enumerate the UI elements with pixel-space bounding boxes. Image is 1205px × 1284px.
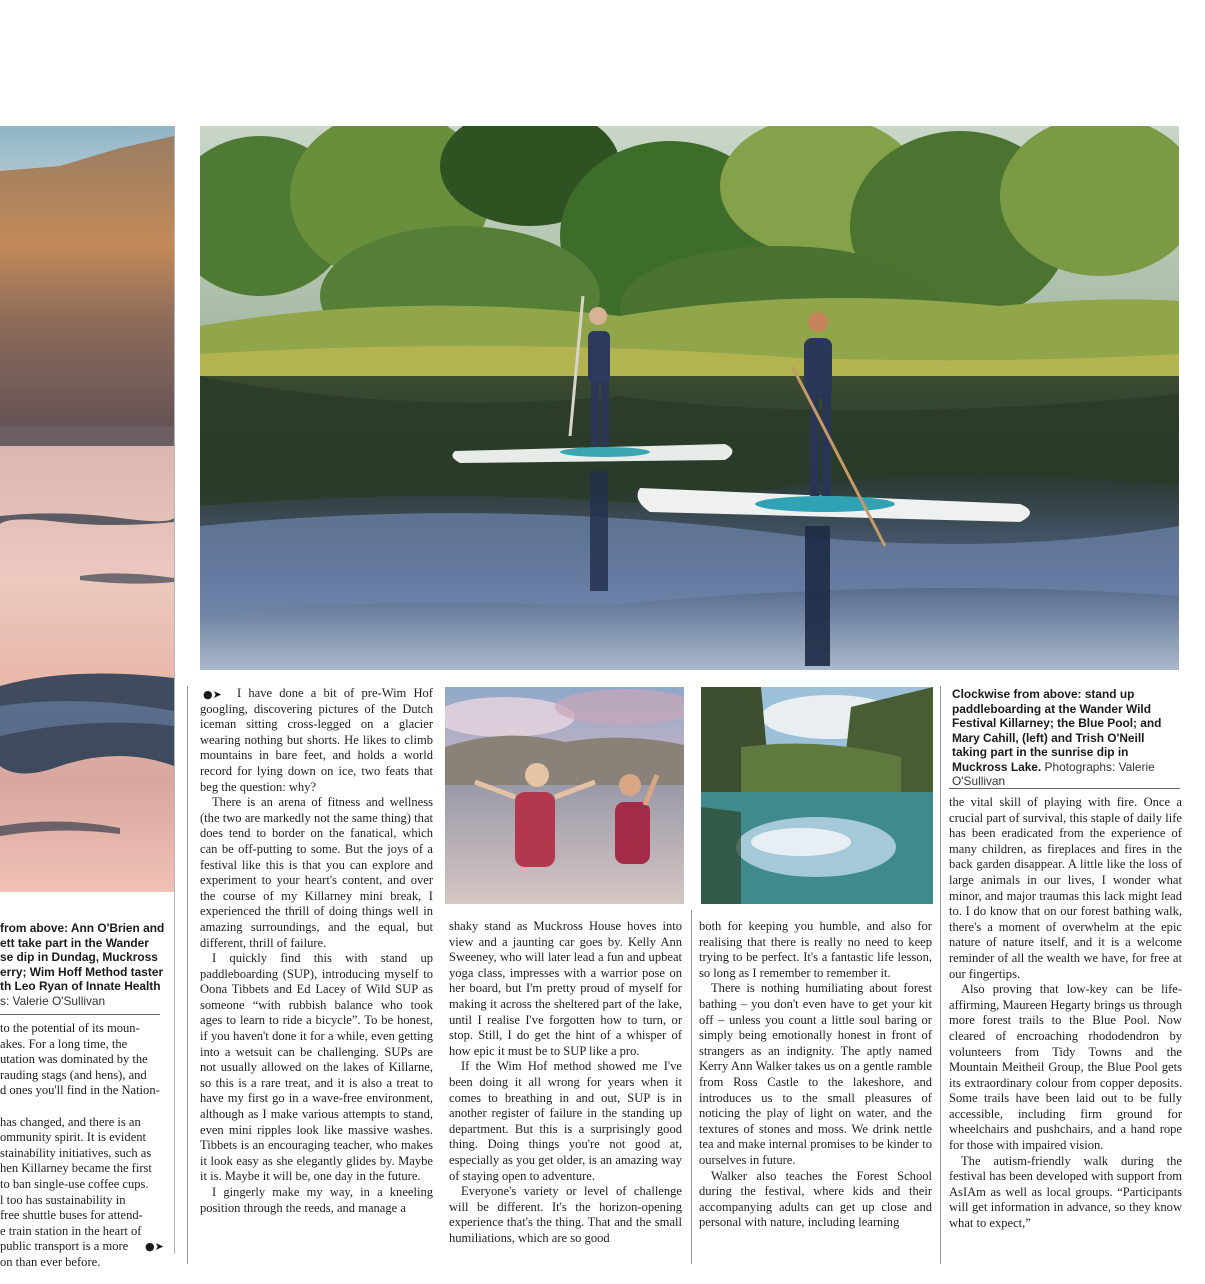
article-column-2 [449, 919, 682, 1246]
caption-rule [949, 788, 1180, 789]
paragraph [200, 686, 433, 795]
text-line: akes. For a long time, the [0, 1036, 128, 1051]
main-photo-caption [952, 687, 1182, 789]
paragraph-text: There is nothing humiliating about forest bathing – you don't even have to get your kit off – unless you count a little soul baring or simply being emotionally honest in front of strangers as an indignity. The aptly named Kerry Ann Walker takes us on a gentle ramble from Ross Castle to the lakeshore, and introduces us to the small pleasures of noticing the play of light on water, and the textures of stones and moss. We drink nettle tea and make internal promises to be kinder to ourselves in future. [699, 981, 932, 1167]
article-column-1 [200, 686, 433, 1216]
text-line: hen Killarney became the first [0, 1161, 152, 1176]
text-line: on than ever before. [0, 1254, 101, 1269]
caption-line: th Leo Ryan of Innate Health [0, 979, 161, 993]
left-column-text [0, 1021, 166, 1271]
text-line: to ban single-use coffee cups. [0, 1176, 149, 1191]
article-column-3 [699, 919, 932, 1231]
paragraph-text: shaky stand as Muckross House hoves into view and a jaunting car goes by. Kelly Ann Sweeney, who will later lead a fun and upbeat yoga class, impresses with a warrior pose on her board, but I'm pretty proud of myself for making it across the sheltered part of the lake, until I realise I've forgotten how to turn, or stop. Still, I do get the hint of a whisper of how epic it must be to SUP like a pro. [449, 919, 682, 1058]
photo-blue-pool [701, 687, 933, 904]
paragraph-text: Walker also teaches the Forest School during the festival, where kids and their accompanying adults can get up close and personal with nature, including learning [699, 1168, 932, 1230]
column-divider [187, 686, 188, 1264]
photo-sunrise-dip [445, 687, 684, 904]
caption-credit: s: Valerie O'Sullivan [0, 993, 106, 1008]
column-divider [940, 686, 941, 1264]
caption-bold: Clockwise from above: stand up paddleboarding at the Wander Wild Festival Killarney; the Blue Pool; and Mary Cahill, (left) and Trish O'Neill taking part in the sunrise dip in Muckross Lake. [952, 687, 1162, 774]
paragraph-text: both for keeping you humble, and also for realising that there is really no need to keep trying to be perfect. It's a fantastic life lesson, so long as I remember to remember it. [699, 919, 932, 980]
text-line: utation was dominated by the [0, 1052, 148, 1067]
text-line: e train station in the heart of [0, 1223, 142, 1238]
paragraph [699, 981, 932, 1168]
column-divider [174, 126, 175, 1254]
paragraph [449, 1059, 682, 1184]
paragraph-text: The autism-friendly walk during the festival has been developed with support from AsIAm as well as local groups. “Participants will get information in advance, so they know what to expect,” [949, 1153, 1182, 1231]
column-divider [691, 910, 692, 1264]
paragraph-text: I have done a bit of pre-Wim Hof googling, discovering pictures of the Dutch iceman sitting cross-legged on a glacier wearing nothing but shorts. He likes to climb mountains in bare feet, and holds a world record for lying down on ice, two feats that beg the question: why? [200, 686, 433, 794]
text-line: rauding stags (and hens), and [0, 1067, 147, 1082]
paragraph-text: the vital skill of playing with fire. Once a crucial part of survival, this staple of daily life has been eradicated from the experience of many children, as fireplaces and fires in the back garden disappear. A little like the loss of large animals in our lives, I wonder what minor, and major traumas this lack might lead to. I do know that on our forest bathing walk, there's a moment of overwhelm at the epic nature of nature itself, and it is a welcome reminder of all the wealth we have, for free at our fingertips. [949, 795, 1182, 981]
paragraph [449, 919, 682, 1059]
paragraph [949, 795, 1182, 982]
article-column-4 [949, 795, 1182, 1232]
text-line: stainability initiatives, such as [0, 1145, 152, 1160]
caption-line: ett take part in the Wander [0, 935, 149, 950]
paragraph-text: I gingerly make my way, in a kneeling position through the reeds, and manage a [200, 1185, 433, 1215]
left-photo-caption [0, 921, 174, 1008]
caption-line: from above: Ann O'Brien and [0, 921, 165, 935]
paragraph-text: There is an arena of fitness and wellness (the two are markedly not the same thing) that does tend to border on the fanatical, which can be off-putting to some. But the joys of a festival like this is that you can explore and experiment to your heart's content, and over the course of my Killarney mini break, I experienced the thrill of doing things well in amazing surroundings, and the equal, but different, thrill of failure. [200, 795, 433, 950]
paragraph [949, 982, 1182, 1154]
caption-line: erry; Wim Hoff Method taster [0, 964, 164, 979]
text-line: has changed, and there is an [0, 1114, 141, 1129]
text-line: free shuttle buses for attend- [0, 1208, 143, 1223]
continuation-arrow-icon: ●➤ [203, 688, 222, 701]
text-line: ommunity spirit. It is evident [0, 1130, 147, 1145]
main-photo-paddleboarding [200, 126, 1179, 670]
paragraph-text: I quickly find this with stand up paddleboarding (SUP), introducing myself to Oona Tibbets and Ed Lacey of Wild SUP as someone “with rubbish balance who took ages to learn to ride a bicycle”. To be honest, if you haven't done it for a while, even getting into a wetsuit can be challenging. SUPs are not usually allowed on the lakes of Killarne, so this is a rare treat, and it is also a treat to have my first go in a wave-free environment, although as I make various attempts to stand, even mini ripples look like massive washes. Tibbets is an encouraging teacher, who makes it look easy as she elegantly glides by. Maybe it is. Maybe it will be, one day in the future. [200, 951, 433, 1184]
paragraph [699, 1169, 932, 1231]
paragraph [200, 951, 433, 1185]
caption-rule [0, 1014, 160, 1015]
text-line: public transport is a more [0, 1239, 129, 1254]
paragraph [200, 795, 433, 951]
left-photo-lake-sunrise [0, 126, 174, 892]
paragraph [449, 1184, 682, 1246]
paragraph [200, 1185, 433, 1216]
paragraph-text: Also proving that low-key can be life-affirming, Maureen Hegarty brings us through more forest trails to the Blue Pool. Now cleared of encroaching rhododendron by volunteers from Tidy Towns and the Mountain Meitheil Group, the Blue Pool gets its extraordinary colour from copper deposits. Some trails have been laid out to be fully accessible, including firm ground for wheelchairs and pushchairs, and a hand rope for those with impaired vision. [949, 982, 1182, 1153]
caption-credit: Photographs: Valerie O'Sullivan [952, 759, 1155, 788]
paragraph [699, 919, 932, 981]
paragraph [949, 1154, 1182, 1232]
caption-line: se dip in Dundag, Muckross [0, 950, 158, 964]
paragraph-text: If the Wim Hof method showed me I've been doing it all wrong for years when it comes to breathing in and out, SUP is in another register of failure in the standing up department. But this is a surprisingly good thing. Doing things you're not good at, especially as you get older, is an amazing way of staying open to adventure. [449, 1059, 682, 1183]
continued-arrow-icon: ●➤ [145, 1240, 164, 1253]
text-line: l too has sustainability in [0, 1192, 126, 1207]
text-line: to the potential of its moun- [0, 1021, 140, 1035]
paragraph-text: Everyone's variety or level of challenge will be different. It's the horizon-opening experience that's the thing. That and the small humiliations, which are so good [449, 1184, 682, 1245]
text-line: d ones you'll find in the Nation- [0, 1083, 160, 1098]
